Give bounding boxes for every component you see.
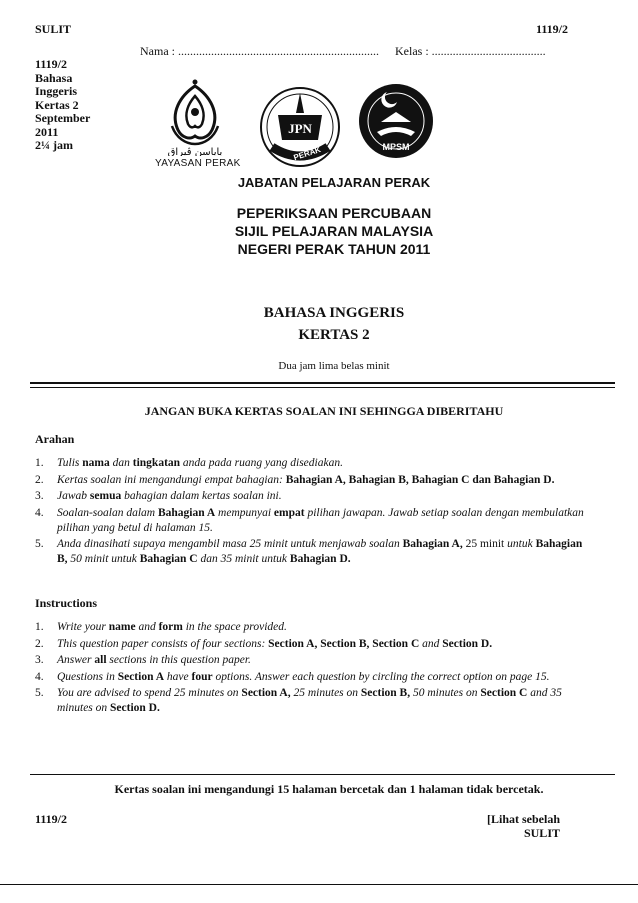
item-text-run: Anda dinasihati supaya mengambil masa 25 minit untuk menjawab soalan	[57, 538, 403, 550]
subject-title	[0, 302, 638, 346]
item-text-run: Soalan-soalan dalam	[57, 506, 158, 519]
item-text-run: have	[164, 670, 192, 683]
item-text-run: Jawab	[57, 490, 90, 502]
item-text-run: semua	[89, 490, 122, 502]
item-text	[57, 506, 595, 536]
yayasan-perak-logo	[160, 78, 230, 156]
item-text	[57, 620, 595, 635]
item-number: 3.	[35, 490, 44, 502]
item-text	[57, 637, 595, 652]
mpsm-label: MPSM	[382, 142, 410, 152]
header-sulit: SULIT	[35, 22, 72, 36]
instructions-heading: Instructions	[35, 596, 98, 610]
item-text-run: Bahagian B,	[57, 538, 583, 565]
name-field[interactable]: Nama : ...................................................................	[140, 44, 379, 58]
subject-line: KERTAS 2	[298, 327, 370, 343]
divider-top-thin	[30, 387, 615, 388]
mpsm-logo	[357, 82, 435, 160]
subject-line: BAHASA INGGERIS	[263, 305, 405, 321]
item-number: 4.	[35, 506, 44, 519]
item-text-run: Bahagian C	[139, 553, 198, 565]
instruction-item	[35, 620, 595, 635]
item-text-run: Bahagian D.	[289, 553, 351, 565]
svg-text:JPN: JPN	[288, 121, 312, 136]
item-text-run: pilihan jawapan. Jawab setiap soalan dengan membulatkan pilihan yang betul di halaman 15.	[57, 506, 584, 534]
item-text-run: nama	[82, 457, 110, 469]
item-text-run: 25 minutes on	[290, 687, 361, 699]
perak-label: PERAK	[292, 145, 322, 163]
item-text-run: tingkatan	[132, 457, 181, 469]
item-text-run: options. Answer each question by circling the correct option on page 15.	[212, 670, 550, 683]
divider-bottom	[30, 774, 615, 775]
item-text-run: Section A	[117, 670, 165, 683]
arabic-caption: ياياسن ڤيراق	[167, 147, 223, 156]
item-number: 2.	[35, 473, 44, 486]
scan-edge-line	[0, 884, 638, 885]
item-text	[57, 537, 595, 567]
meta-line: Kertas 2	[35, 97, 79, 112]
meta-line: 2011	[35, 124, 59, 139]
next-page-label: [Lihat sebelah	[486, 812, 560, 826]
instruction-item	[35, 489, 595, 504]
footer-right	[487, 812, 560, 840]
item-text	[57, 686, 595, 716]
item-text-run: in the space provided.	[182, 621, 287, 633]
header-code: 1119/2	[535, 22, 568, 36]
item-text-run: Section A,	[241, 687, 291, 699]
item-text	[57, 653, 595, 668]
perak-seal-logo	[258, 85, 342, 169]
exam-title-line: PEPERIKSAAN PERCUBAAN	[236, 205, 432, 221]
item-number: 1.	[35, 457, 44, 469]
item-text-run: untuk	[507, 538, 536, 550]
item-text	[57, 489, 595, 504]
meta-line: 2¼ jam	[35, 138, 73, 152]
item-text-run: all	[94, 654, 107, 666]
item-text-run: Questions in	[57, 670, 118, 683]
item-text-run: Section C	[480, 687, 528, 699]
item-number: 2.	[35, 637, 44, 650]
exam-title-line: NEGERI PERAK TAHUN 2011	[237, 241, 431, 257]
exam-title-line: SIJIL PELAJARAN MALAYSIA	[234, 223, 434, 239]
arahan-heading: Arahan	[35, 432, 75, 446]
item-text-run: and	[135, 621, 159, 633]
instruction-item	[35, 506, 595, 536]
item-text-run: mempunyai	[215, 506, 274, 519]
instruction-item	[35, 653, 595, 668]
instruction-item	[35, 473, 595, 488]
meta-line: Bahasa	[35, 70, 73, 85]
item-text-run: Section D.	[110, 702, 160, 714]
instruction-item	[35, 670, 595, 685]
item-text-run: name	[108, 621, 136, 633]
item-text-run: Section D.	[442, 637, 493, 650]
item-text-run: and	[419, 637, 443, 650]
item-text-run: Bahagian A,	[402, 538, 463, 550]
meta-line: 1119/2	[35, 57, 68, 71]
exam-title	[0, 204, 638, 258]
item-text-run: You are advised to spend 25 minutes on	[57, 687, 242, 699]
item-text-run: form	[158, 621, 183, 633]
item-number: 5.	[35, 687, 44, 699]
item-text-run: four	[191, 670, 213, 683]
item-text-run: anda pada ruang yang disediakan.	[180, 457, 343, 469]
item-text-run: 50 minit untuk	[67, 553, 140, 565]
item-text-run: Section B,	[360, 687, 411, 699]
meta-line: Inggeris	[35, 84, 77, 98]
item-text-run: 25 minit	[462, 538, 508, 550]
instruction-item	[35, 686, 595, 716]
item-text-run: This question paper consists of four sections:	[57, 637, 269, 650]
item-text-run: Write your	[57, 621, 109, 633]
instruction-item	[35, 537, 595, 567]
item-text-run: Answer	[57, 654, 95, 666]
instruction-item	[35, 456, 595, 471]
item-number: 3.	[35, 654, 44, 666]
item-number: 4.	[35, 670, 44, 683]
page-count-note: Kertas soalan ini mengandungi 15 halaman bercetak dan 1 halaman tidak bercetak.	[114, 782, 544, 796]
item-text-run: Section A, Section B, Section C	[268, 637, 420, 650]
department-title: JABATAN PELAJARAN PERAK	[237, 175, 431, 190]
item-text-run: sections in this question paper.	[106, 654, 251, 666]
item-text-run: Bahagian A	[157, 506, 216, 519]
item-text	[57, 473, 595, 488]
footer-code: 1119/2	[35, 812, 68, 826]
item-text-run: and 35 minutes on	[57, 687, 562, 714]
instruction-item	[35, 637, 595, 652]
instructions-list	[35, 620, 595, 718]
paper-meta	[35, 58, 90, 153]
item-number: 5.	[35, 538, 44, 550]
item-text-run: Kertas soalan ini mengandungi empat bahagian:	[57, 473, 286, 486]
item-text-run: dan	[109, 457, 133, 469]
item-text-run: Tulis	[57, 457, 83, 469]
duration-text: Dua jam lima belas minit	[278, 360, 390, 372]
yayasan-caption: YAYASAN PERAK	[155, 158, 241, 169]
class-field[interactable]: Kelas : ......................................	[395, 44, 546, 58]
item-text-run: Bahagian A, Bahagian B, Bahagian C dan Bahagian D.	[285, 473, 555, 486]
item-text-run: 50 minutes on	[410, 687, 481, 699]
item-text	[57, 670, 595, 685]
item-text	[57, 456, 595, 471]
item-text-run: dan 35 minit untuk	[197, 553, 290, 565]
arahan-list	[35, 456, 595, 569]
item-text-run: empat	[273, 506, 305, 519]
item-number: 1.	[35, 621, 44, 633]
item-text-run: bahagian dalam kertas soalan ini.	[121, 490, 282, 502]
footer-sulit: SULIT	[523, 826, 560, 840]
warning-notice: JANGAN BUKA KERTAS SOALAN INI SEHINGGA DIBERITAHU	[144, 404, 504, 418]
meta-line: September	[35, 111, 91, 125]
divider-top	[30, 382, 615, 384]
